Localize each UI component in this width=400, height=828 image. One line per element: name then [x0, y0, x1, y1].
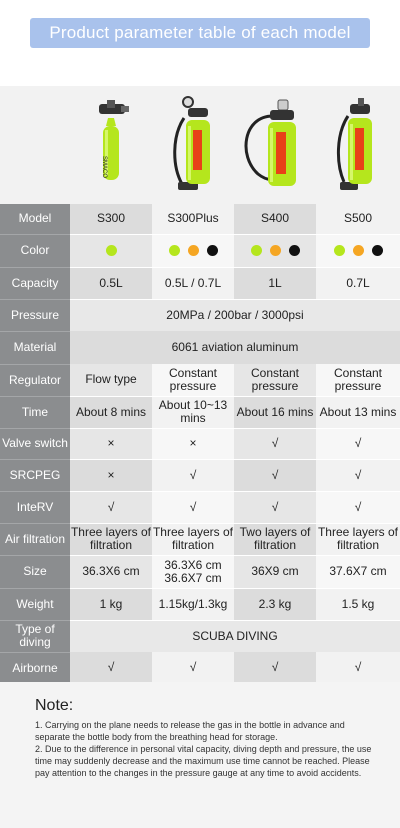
spec-table: [0, 204, 400, 685]
table-cell: Constant pressure: [152, 364, 234, 396]
s300-bottle-icon: [77, 86, 159, 204]
table-row: [0, 267, 400, 299]
table-row: [0, 331, 400, 364]
table-cell: Three layers of filtration: [316, 523, 400, 555]
color-swatch: [251, 245, 262, 256]
table-row: [0, 491, 400, 523]
table-cell: S300Plus: [152, 204, 234, 234]
row-label-airborne: Airborne: [0, 652, 70, 684]
color-swatch: [207, 245, 218, 256]
color-swatch: [334, 245, 345, 256]
color-swatches: [316, 234, 400, 267]
table-cell: √: [316, 459, 400, 491]
table-cell: √: [234, 652, 316, 684]
table-row: [0, 652, 400, 684]
table-cell: 2.3 kg: [234, 588, 316, 620]
table-cell: 1.5 kg: [316, 588, 400, 620]
table-cell: Two layers of filtration: [234, 523, 316, 555]
color-swatch: [106, 245, 117, 256]
banner-area: [0, 0, 400, 86]
s300plus-bottle-icon: [158, 86, 240, 204]
table-cell: About 8 mins: [70, 396, 152, 428]
row-label-pressure: Pressure: [0, 299, 70, 331]
row-label-capacity: Capacity: [0, 267, 70, 299]
row-label-interv: InteRV: [0, 491, 70, 523]
table-cell: About 16 mins: [234, 396, 316, 428]
color-swatch: [169, 245, 180, 256]
table-row: [0, 523, 400, 555]
color-swatches: [70, 234, 152, 267]
table-cell: √: [234, 491, 316, 523]
color-swatch: [289, 245, 300, 256]
table-cell: 1.15kg/1.3kg: [152, 588, 234, 620]
table-row: [0, 459, 400, 491]
table-cell: 1L: [234, 267, 316, 299]
row-label-diving: Type of diving: [0, 620, 70, 652]
table-cell: √: [152, 459, 234, 491]
note-line: 1. Carrying on the plane needs to release the gas in the bottle in advance and separate the bottle body from the breathing head for storage.: [35, 720, 345, 742]
color-swatch: [270, 245, 281, 256]
row-label-valve: Valve switch: [0, 428, 70, 459]
table-row: [0, 396, 400, 428]
color-swatch: [372, 245, 383, 256]
color-swatch: [353, 245, 364, 256]
row-label-size: Size: [0, 555, 70, 588]
table-row: [0, 555, 400, 588]
table-cell: √: [152, 652, 234, 684]
table-cell: √: [316, 491, 400, 523]
row-label-time: Time: [0, 396, 70, 428]
table-cell: √: [316, 428, 400, 459]
color-swatch: [188, 245, 199, 256]
svg-text:SMACO: SMACO: [101, 156, 107, 179]
note-section: [0, 682, 400, 828]
product-images: [0, 86, 400, 204]
row-label-srcpeg: SRCPEG: [0, 459, 70, 491]
table-cell: 36X9 cm: [234, 555, 316, 588]
table-cell: 0.5L: [70, 267, 152, 299]
table-row: [0, 234, 400, 267]
table-cell: 1 kg: [70, 588, 152, 620]
table-cell: Flow type: [70, 364, 152, 396]
table-cell: 0.7L: [316, 267, 400, 299]
table-cell: ×: [70, 459, 152, 491]
note-title: Note:: [35, 697, 74, 714]
row-label-weight: Weight: [0, 588, 70, 620]
table-cell: S500: [316, 204, 400, 234]
row-label-material: Material: [0, 331, 70, 364]
table-cell: Constant pressure: [234, 364, 316, 396]
table-cell: Three layers of filtration: [152, 523, 234, 555]
table-cell: 6061 aviation aluminum: [70, 331, 400, 364]
table-row: [0, 299, 400, 331]
table-cell: 37.6X7 cm: [316, 555, 400, 588]
color-swatches: [152, 234, 234, 267]
table-row: [0, 428, 400, 459]
table-cell: ×: [70, 428, 152, 459]
table-row: [0, 588, 400, 620]
row-label-air: Air filtration: [0, 523, 70, 555]
s500-bottle-icon: [318, 86, 400, 204]
table-cell: Three layers of filtration: [70, 523, 152, 555]
table-cell: About 13 mins: [316, 396, 400, 428]
row-label-regulator: Regulator: [0, 364, 70, 396]
table-cell: √: [70, 491, 152, 523]
color-swatches: [234, 234, 316, 267]
table-cell: About 10~13 mins: [152, 396, 234, 428]
table-cell: √: [316, 652, 400, 684]
note-line: 2. Due to the difference in personal vital capacity, diving depth and pressure, the use time may suddenly decrease and the maximum use time cannot be reached. Please pay attention to the changes in the pressure gauge at any time to avoid accidents.: [35, 744, 372, 778]
table-cell: 20MPa / 200bar / 3000psi: [70, 299, 400, 331]
table-cell: √: [234, 428, 316, 459]
table-cell: √: [152, 491, 234, 523]
table-cell: SCUBA DIVING: [70, 620, 400, 652]
row-label-color: Color: [0, 234, 70, 267]
table-cell: √: [234, 459, 316, 491]
row-label-model: Model: [0, 204, 70, 234]
table-cell: 36.3X6 cm 36.6X7 cm: [152, 555, 234, 588]
note-body: [35, 719, 375, 779]
table-row: [0, 364, 400, 396]
s400-bottle-icon: [238, 86, 320, 204]
table-cell: 0.5L / 0.7L: [152, 267, 234, 299]
table-cell: √: [70, 652, 152, 684]
table-cell: Constant pressure: [316, 364, 400, 396]
table-row: [0, 620, 400, 652]
table-cell: S300: [70, 204, 152, 234]
table-cell: S400: [234, 204, 316, 234]
page-title: Product parameter table of each model: [30, 18, 370, 48]
table-row: [0, 204, 400, 234]
table-cell: 36.3X6 cm: [70, 555, 152, 588]
table-cell: ×: [152, 428, 234, 459]
